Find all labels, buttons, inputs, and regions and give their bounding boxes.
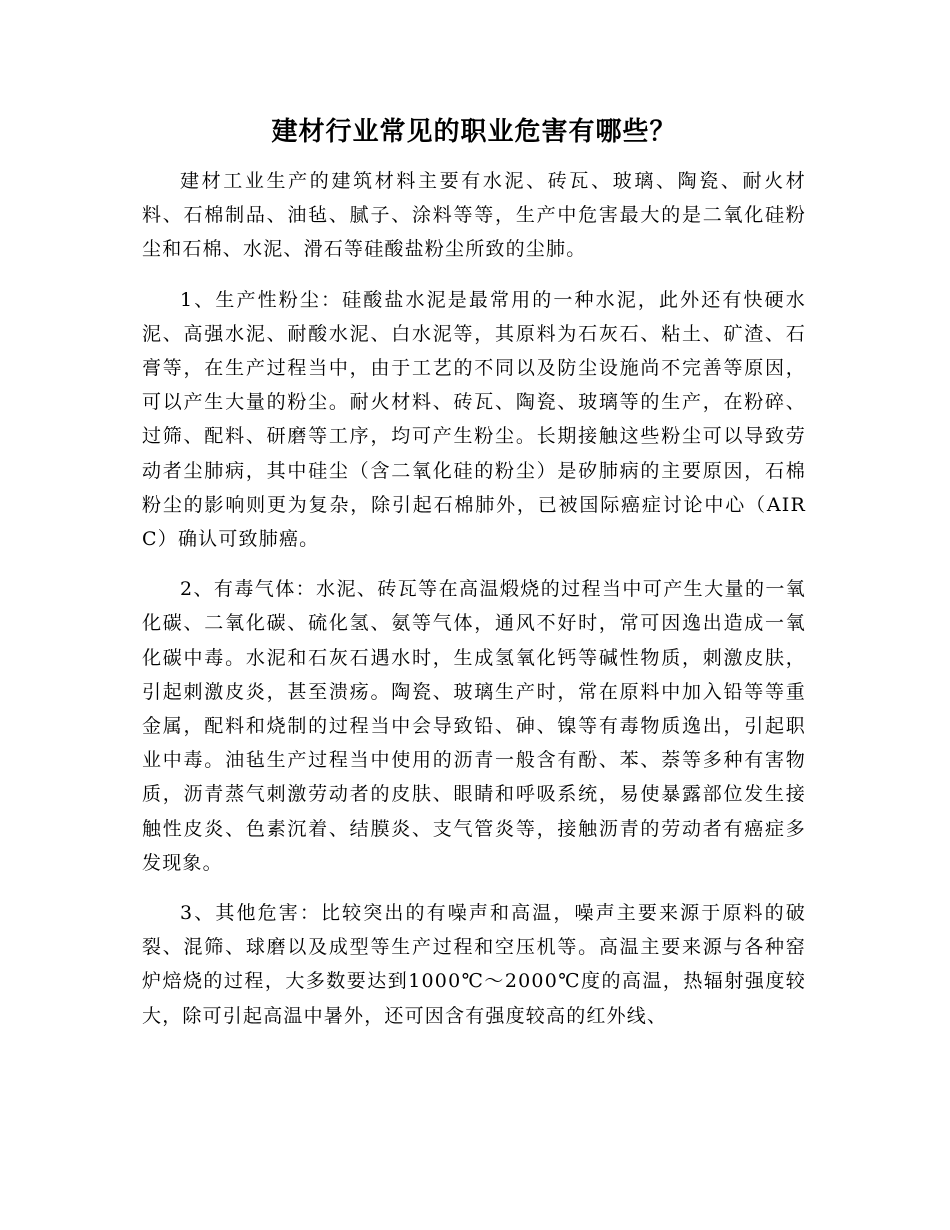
toxic-gas-paragraph: 2、有毒气体：水泥、砖瓦等在高温煅烧的过程当中可产生大量的一氧化碳、二氧化碳、硫化氢、氨等气体，通风不好时，常可因逸出造成一氧化碳中毒。水泥和石灰石遇水时，生成氢氧化钙等碱性物质，刺激皮肤，引起刺激皮炎，甚至溃疡。陶瓷、玻璃生产时，常在原料中加入铅等等重金属，配料和烧制的过程当中会导致铅、砷、镍等有毒物质逸出，引起职业中毒。油毡生产过程当中使用的沥青一般含有酚、苯、萘等多种有害物质，沥青蒸气刺激劳动者的皮肤、眼睛和呼吸系统，易使暴露部位发生接触性皮炎、色素沉着、结膜炎、支气管炎等，接触沥青的劳动者有癌症多发现象。 bbox=[142, 578, 806, 874]
document-title: 建材行业常见的职业危害有哪些？ bbox=[271, 117, 677, 147]
document-body bbox=[142, 164, 806, 1049]
dust-paragraph: 1、生产性粉尘：硅酸盐水泥是最常用的一种水泥，此外还有快硬水泥、高强水泥、耐酸水泥、白水泥等，其原料为石灰石、粘土、矿渣、石膏等，在生产过程当中，由于工艺的不同以及防尘设施尚不完善等原因，可以产生大量的粉尘。耐火材料、砖瓦、陶瓷、玻璃等的生产，在粉碎、过筛、配料、研磨等工序，均可产生粉尘。长期接触这些粉尘可以导致劳动者尘肺病，其中硅尘（含二氧化硅的粉尘）是矽肺病的主要原因，石棉粉尘的影响则更为复杂，除引起石棉肺外，已被国际癌症讨论中心（AIRC）确认可致肺癌。 bbox=[142, 288, 806, 551]
intro-paragraph: 建材工业生产的建筑材料主要有水泥、砖瓦、玻璃、陶瓷、耐火材料、石棉制品、油毡、腻子、涂料等等，生产中危害最大的是二氧化硅粉尘和石棉、水泥、滑石等硅酸盐粉尘所致的尘肺。 bbox=[142, 170, 806, 261]
other-hazards-paragraph: 3、其他危害：比较突出的有噪声和高温，噪声主要来源于原料的破裂、混筛、球磨以及成型等生产过程和空压机等。高温主要来源与各种窑炉焙烧的过程，大多数要达到1000℃～2000℃度的高温，热辐射强度较大，除可引起高温中暑外，还可因含有强度较高的红外线、 bbox=[142, 902, 806, 1027]
